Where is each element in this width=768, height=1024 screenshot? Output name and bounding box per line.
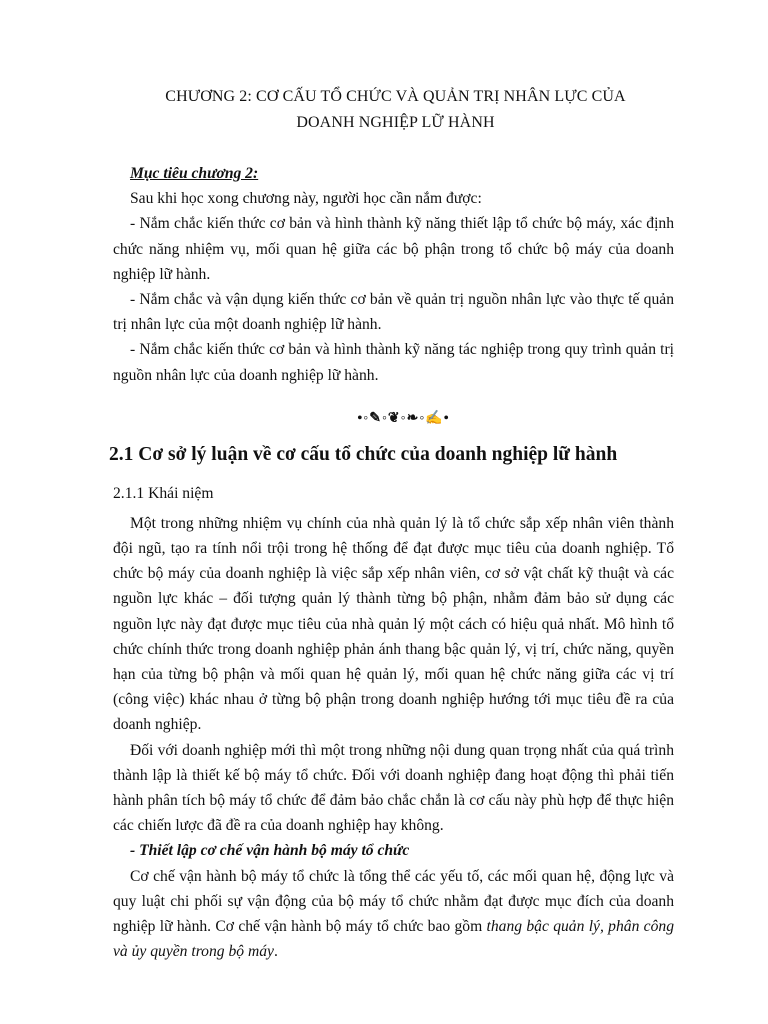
section-body	[113, 511, 674, 965]
objectives-intro: Sau khi học xong chương này, người học cần nắm được:	[130, 190, 482, 208]
chapter-title-line-2: DOANH NGHIỆP LỮ HÀNH	[296, 114, 495, 131]
objective-item: - Nắm chắc kiến thức cơ bản và hình thành kỹ năng tác nghiệp trong quy trình quản trị nguồn nhân lực của doanh nghiệp lữ hành.	[113, 341, 674, 384]
body-italic-run: thang bậc quản lý, phân công và ủy quyền trong bộ máy	[113, 918, 674, 961]
ornament-divider: •◦✎◦❦◦❧◦✍•	[357, 410, 450, 426]
subsection-title: 2.1.1 Khái niệm	[113, 484, 214, 502]
body-subheading: - Thiết lập cơ chế vận hành bộ máy tổ chức	[130, 842, 410, 860]
body-text-run: Cơ chế vận hành bộ máy tổ chức là tổng thể các yếu tố, các mối quan hệ, động lực và quy luật chi phối sự vận động của bộ máy tổ chức nhằm đạt được mục đích của doanh nghiệp lữ hành. Cơ chế vận hành bộ máy tổ chức bao gồm	[113, 867, 674, 936]
objectives-heading: Mục tiêu chương 2:	[130, 165, 259, 182]
body-paragraph: Đối với doanh nghiệp mới thì một trong những nội dung quan trọng nhất của quá trình thành lập là thiết kế bộ máy tổ chức. Đối với doanh nghiệp đang hoạt động thì phải tiến hành phân tích bộ máy tổ chức để đảm bảo chắc chắn là cơ cấu này phù hợp để thực hiện các chiến lược đã đề ra của doanh nghiệp hay không.	[113, 741, 674, 835]
body-paragraph: Một trong những nhiệm vụ chính của nhà quản lý là tổ chức sắp xếp nhân viên thành đội ngũ, tạo ra tính nổi trội trong hệ thống để đạt được mục tiêu của doanh nghiệp. Tổ chức bộ máy của doanh nghiệp là việc sắp xếp nhân viên, cơ sở vật chất kỹ thuật và các nguồn lực khác – đối tượng quản lý thành từng bộ phận, nhằm đảm bảo sử dụng các nguồn lực này đạt được mục tiêu của nhà quản lý một cách có hiệu quả nhất. Mô hình tổ chức chính thức trong doanh nghiệp phản ánh thang bậc quản lý, vị trí, chức năng, quyền hạn của từng bộ phận và mối quan hệ quản lý, mối quan hệ chức năng giữa các vị trí (công việc) khác nhau ở từng bộ phận trong doanh nghiệp hướng tới mục tiêu đề ra của doanh nghiệp.	[113, 514, 674, 734]
section-title: 2.1 Cơ sở lý luận về cơ cấu tổ chức của doanh nghiệp lữ hành	[109, 443, 618, 465]
chapter-title-line-1: CHƯƠNG 2: CƠ CẤU TỔ CHỨC VÀ QUẢN TRỊ NHÂN LỰC CỦA	[165, 88, 626, 105]
body-text-end: .	[273, 943, 278, 961]
body-paragraph-last	[113, 864, 674, 965]
chapter-objectives	[113, 161, 674, 388]
objective-item: - Nắm chắc kiến thức cơ bản và hình thành kỹ năng thiết lập tổ chức bộ máy, xác định chức năng nhiệm vụ, mối quan hệ giữa các bộ phận trong tổ chức bộ máy của doanh nghiệp lữ hành.	[113, 215, 674, 283]
objective-item: - Nắm chắc và vận dụng kiến thức cơ bản về quản trị nguồn nhân lực vào thực tế quản trị nhân lực của một doanh nghiệp lữ hành.	[113, 291, 674, 334]
chapter-title	[113, 84, 674, 136]
